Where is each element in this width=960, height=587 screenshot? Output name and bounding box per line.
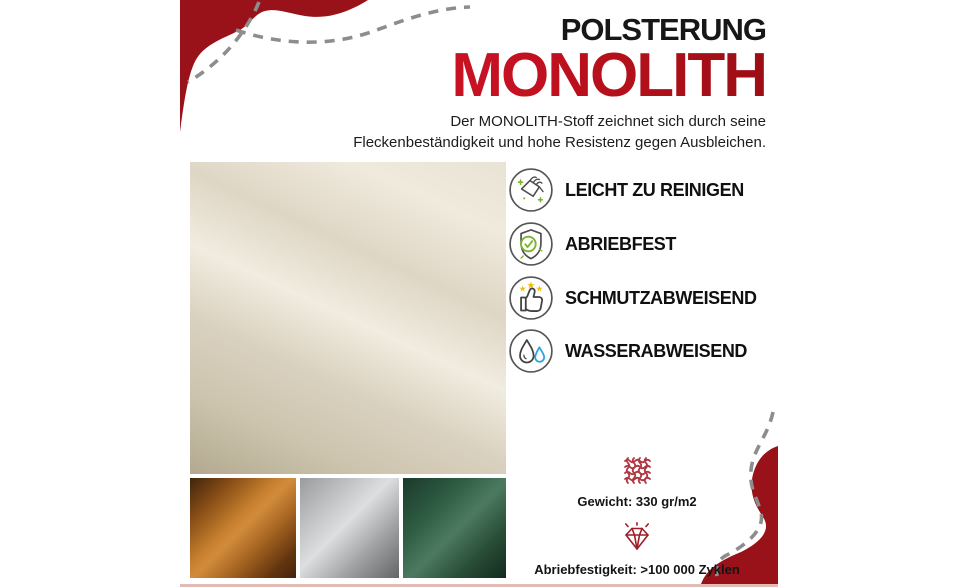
woven-fabric-icon	[624, 457, 651, 484]
feature-label: WASSERABWEISEND	[565, 340, 748, 361]
wipe-hand-icon	[508, 167, 554, 213]
feature-label: ABRIEBFEST	[565, 233, 677, 254]
thumb-up-stars-icon	[508, 275, 554, 321]
feature-item-water-repellent	[508, 328, 757, 374]
spec-weight-value: 330 gr/m2	[635, 494, 697, 509]
feature-item-dirt-repellent	[508, 275, 757, 321]
shield-check-icon	[508, 221, 554, 267]
fabric-swatch-green	[403, 478, 506, 578]
fabric-swatch-gray	[300, 478, 399, 578]
subtitle-line-2: Fleckenbeständigkeit und hohe Resistenz gegen Ausbleichen.	[353, 134, 766, 152]
category-kicker: POLSTERUNG	[560, 12, 766, 47]
feature-item-abrasion-proof	[508, 221, 757, 267]
subtitle-line-1: Der MONOLITH-Stoff zeichnet sich durch seine	[450, 112, 766, 130]
spec-abrasion-value: >100 000 Zyklen	[640, 562, 740, 577]
spec-weight	[512, 494, 762, 509]
corner-blob-top-left	[180, 0, 368, 132]
spec-abrasion-label: Abriebfestigkeit:	[534, 562, 637, 577]
feature-label: SCHMUTZABWEISEND	[565, 287, 757, 308]
fabric-swatch-caramel	[190, 478, 296, 578]
water-drops-icon	[508, 328, 554, 374]
svg-text:★: ★	[518, 283, 527, 294]
product-title: MONOLITH	[353, 47, 766, 104]
spec-abrasion	[512, 562, 762, 577]
feature-item-easy-clean	[508, 167, 757, 213]
spec-block	[512, 457, 762, 577]
diamond-icon	[620, 522, 654, 552]
product-subtitle	[353, 111, 766, 155]
spec-weight-label: Gewicht:	[577, 494, 633, 509]
feature-list	[508, 167, 757, 382]
feature-label: LEICHT ZU REINIGEN	[565, 179, 744, 200]
fabric-photo-main	[190, 162, 506, 474]
svg-text:★: ★	[526, 280, 536, 292]
title-block	[353, 14, 766, 154]
svg-text:★: ★	[535, 283, 544, 294]
